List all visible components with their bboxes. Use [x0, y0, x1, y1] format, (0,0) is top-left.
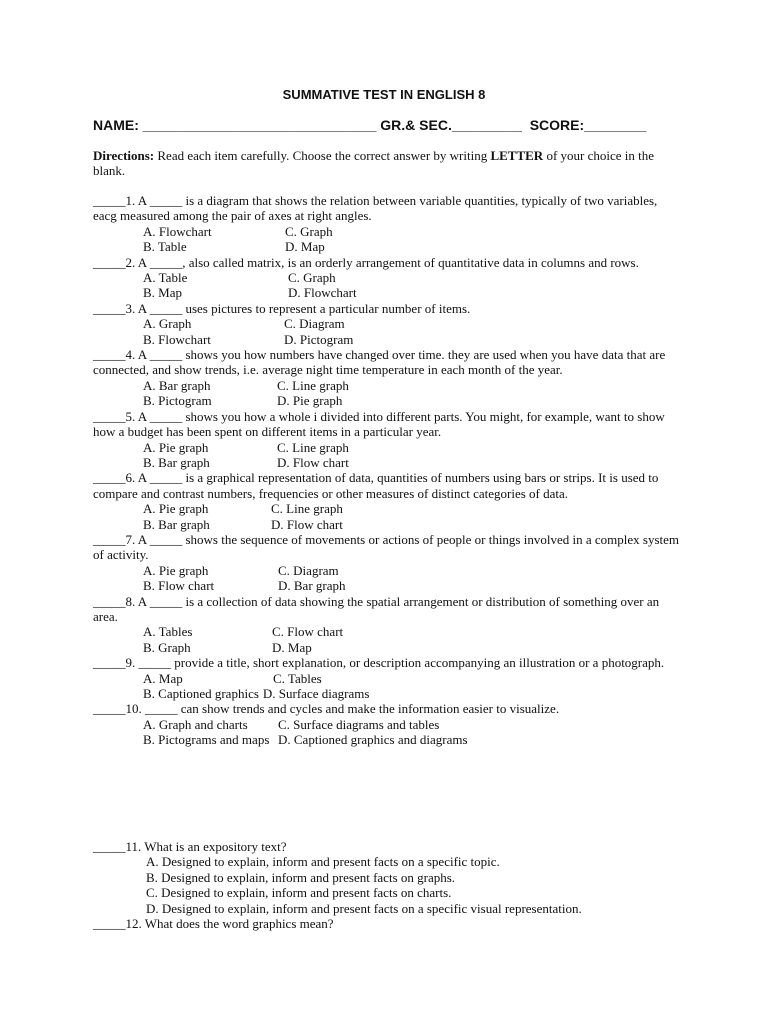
option-row — [143, 501, 683, 516]
directions-label: Directions: — [93, 148, 155, 163]
answer-option: C. Tables — [273, 670, 322, 686]
answer-option: A. Pie graph — [143, 439, 209, 455]
answer-option: B. Graph — [143, 639, 191, 655]
directions-emphasis: LETTER — [490, 148, 544, 163]
question-text: _____2. A _____, also called matrix, is an orderly arrangement of quantitative data in columns and rows. — [93, 254, 639, 270]
question-item — [93, 470, 683, 532]
answer-option: D. Flow chart — [277, 454, 349, 470]
answer-options — [93, 440, 683, 471]
question-item — [93, 255, 683, 301]
score-label: SCORE: — [529, 117, 585, 133]
option-row — [143, 393, 683, 408]
answer-options — [93, 378, 683, 409]
question-item — [93, 839, 693, 916]
option-row — [143, 316, 683, 331]
student-info-line — [93, 117, 646, 133]
name-blank: ______________________________ — [142, 117, 377, 133]
answer-option: D. Designed to explain, inform and present facts on a specific visual representation. — [146, 900, 582, 916]
question-item — [93, 301, 683, 347]
question-item — [93, 655, 683, 701]
answer-option: C. Diagram — [278, 562, 339, 578]
question-list — [93, 193, 683, 748]
answer-options — [93, 224, 683, 255]
answer-option: B. Pictograms and maps — [143, 732, 270, 748]
answer-option: C. Graph — [288, 270, 336, 286]
answer-option: A. Map — [143, 670, 183, 686]
answer-option: B. Flow chart — [143, 578, 215, 594]
option-row — [143, 563, 683, 578]
answer-option: B. Bar graph — [143, 454, 210, 470]
question-item — [93, 916, 693, 931]
option-row — [143, 732, 683, 747]
question-text: _____1. A _____ is a diagram that shows the relation between variable quantities, typically of two variables, eacg measured among the pair of axes at right angles. — [93, 193, 658, 224]
question-text: _____12. What does the word graphics mean? — [93, 916, 334, 932]
option-row — [143, 239, 683, 254]
answer-option: A. Graph — [143, 316, 192, 332]
answer-option: A. Table — [143, 270, 188, 286]
option-row — [143, 686, 683, 701]
option-row — [143, 578, 683, 593]
question-item — [93, 701, 683, 747]
question-item — [93, 347, 683, 409]
answer-option: D. Map — [285, 239, 325, 255]
answer-option: A. Graph and charts — [143, 716, 248, 732]
section-label: GR.& SEC. — [380, 117, 452, 133]
answer-option: A. Flowchart — [143, 223, 212, 239]
question-item — [93, 409, 683, 471]
answer-options — [93, 854, 693, 916]
answer-option: D. Pictogram — [284, 331, 354, 347]
question-item — [93, 193, 683, 255]
question-text: _____5. A _____ shows you how a whole i divided into different parts. You might, for example, want to show how a budget has been spent on different items in a particular year. — [93, 408, 665, 440]
option-row — [143, 517, 683, 532]
question-list-2 — [93, 839, 693, 931]
answer-options — [93, 563, 683, 594]
question-text: _____7. A _____ shows the sequence of movements or actions of people or things involved in a complex system of activity. — [93, 531, 679, 563]
answer-options — [93, 671, 683, 702]
option-row — [143, 378, 683, 393]
directions — [93, 148, 683, 179]
question-text: _____10. _____ can show trends and cycles and make the information easier to visualize. — [93, 701, 560, 717]
answer-option: C. Surface diagrams and tables — [278, 716, 440, 732]
question-item — [93, 594, 683, 656]
answer-option: A. Pie graph — [143, 501, 209, 517]
answer-options — [93, 270, 683, 301]
option-row — [143, 270, 683, 285]
answer-option: C. Graph — [285, 223, 333, 239]
option-row — [143, 640, 683, 655]
answer-option: D. Map — [272, 639, 312, 655]
answer-option: B. Bar graph — [143, 516, 210, 532]
answer-option: C. Line graph — [277, 377, 349, 393]
name-label: NAME: — [93, 117, 139, 133]
question-text: _____4. A _____ shows you how numbers have changed over time. they are used when you have data that are connected, and show trends, i.e. average night time temperature in each month of the year. — [93, 347, 666, 378]
option-row — [143, 455, 683, 470]
answer-options — [93, 316, 683, 347]
directions-text: Read each item carefully. Choose the correct answer by writing — [154, 148, 491, 163]
answer-options — [93, 717, 683, 748]
section-blank: _________ — [451, 117, 522, 133]
answer-option: A. Tables — [143, 624, 193, 640]
option-row — [143, 440, 683, 455]
option-row — [143, 717, 683, 732]
answer-option: C. Designed to explain, inform and present facts on charts. — [146, 885, 452, 901]
answer-option: A. Designed to explain, inform and present facts on a specific topic. — [146, 854, 500, 870]
question-text: _____11. What is an expository text? — [93, 839, 287, 854]
question-item — [93, 532, 683, 594]
answer-option: B. Map — [143, 285, 182, 301]
answer-option: B. Flowchart — [143, 331, 211, 347]
option-row — [143, 285, 683, 300]
answer-option: B. Pictogram — [143, 393, 212, 409]
option-row — [143, 332, 683, 347]
answer-options — [93, 501, 683, 532]
answer-option: A. Bar graph — [143, 377, 211, 393]
answer-option: C. Diagram — [284, 316, 345, 332]
answer-option: D. Bar graph — [278, 578, 346, 594]
answer-option: D. Surface diagrams — [262, 686, 370, 701]
answer-option: D. Flowchart — [288, 285, 357, 301]
answer-option: C. Line graph — [271, 501, 343, 517]
answer-option: B. Table — [143, 239, 187, 255]
answer-option: B. Captioned graphics — [143, 686, 259, 701]
question-text: _____8. A _____ is a collection of data showing the spatial arrangement or distribution of something over an area. — [93, 593, 660, 624]
question-text: _____6. A _____ is a graphical representation of data, quantities of numbers using bars or strips. It is used to compare and contrast numbers, frequencies or other measures of distinct categories of data. — [93, 470, 659, 501]
option-row — [143, 624, 683, 639]
answer-option: C. Flow chart — [272, 624, 344, 640]
answer-options — [93, 624, 683, 655]
answer-option: C. Line graph — [277, 439, 349, 455]
answer-option: D. Pie graph — [277, 393, 343, 409]
score-blank: ________ — [584, 117, 647, 133]
directions-text-end: of your choice in the blank. — [93, 148, 655, 179]
answer-option: D. Flow chart — [271, 516, 343, 532]
option-row — [143, 224, 683, 239]
answer-option: A. Pie graph — [143, 562, 209, 578]
answer-option: B. Designed to explain, inform and present facts on graphs. — [146, 869, 456, 885]
page-title: SUMMATIVE TEST IN ENGLISH 8 — [282, 87, 486, 102]
option-row — [143, 671, 683, 686]
question-text: _____3. A _____ uses pictures to represent a particular number of items. — [93, 300, 471, 316]
answer-option: D. Captioned graphics and diagrams — [278, 732, 468, 748]
question-text: _____9. _____ provide a title, short explanation, or description accompanying an illustration or a photograph. — [93, 655, 665, 671]
